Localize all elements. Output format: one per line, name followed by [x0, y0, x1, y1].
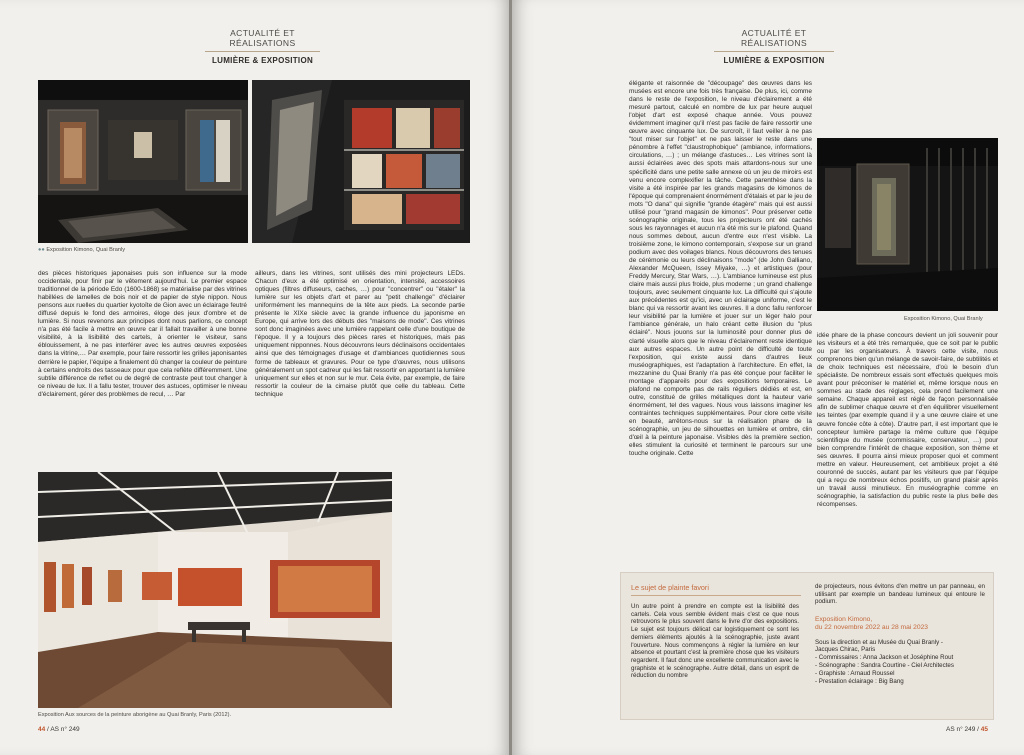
header-rule	[205, 51, 320, 52]
left-page	[0, 0, 510, 755]
rubric: ACTUALITÉ ET RÉALISATIONS	[740, 28, 808, 48]
expo-title-line-2: du 22 novembre 2022 au 28 mai 2023	[815, 624, 929, 632]
folio-right: AS n° 249 / 45	[945, 726, 988, 733]
folio-left: 44 / AS n° 249	[38, 726, 80, 733]
right-page	[512, 0, 1024, 755]
credit-line: - Graphiste : Arnaud Roussel	[815, 670, 895, 678]
sidebar-box	[620, 572, 994, 720]
photo-caption-bottom: Exposition Aux sources de la peinture aborigène au Quai Branly, Paris (2012).	[38, 712, 231, 718]
section-title: LUMIÈRE & EXPOSITION	[211, 56, 314, 65]
section-title: LUMIÈRE & EXPOSITION	[723, 56, 825, 65]
header-rule	[714, 51, 834, 52]
photo-aboriginal-gallery	[38, 472, 392, 708]
body-column-2: ailleurs, dans les vitrines, sont utilisés des mini projecteurs LEDs. Chacun d'eux a été optimisé en orientation, intensité, accessoires optiques (filtres diffuseurs, caches, …) pour "concentrer" ou "étaler" la lumière sur les objets d'art et parer au "petit challenge" d'éclairer uniformément les mannequins de la tête aux pieds. La seconde partie présente le XIXe siècle avec la grande influence du japonisme en Europe, qui arrive lors des débuts des "maisons de mode". Ces vitrines sont donc imaginées avec une lumière rappelant celle d'une boutique de l'époque. Il y a toujours des pièces rares et historiques, mais pas uniquement nipponnes. Nous découvrons leurs déclinaisons occidentales ainsi que des témoignages d'usage et d'ambiances quotidiennes sous forme de tableaux et gravures. Pour ce type d'œuvres, nous utilisons généralement un spot cadreur qui les fait ressortir en apportant la lumière uniquement sur elles et non sur le mur. Cela évite, par exemple, de faire ressortir la couleur de la cimaise plutôt que celle du tableau. Cette technique	[255, 270, 465, 398]
box-column-2: de projecteurs, nous évitons d'en mettre un par panneau, en utilisant par exemple un bandeau lumineux qui entoure le podium. Exposition Kimono, du 22 novembre 2022 au 28 mai 2023 Sous la direction et au Musée du Quai Branly - Jacques Chirac, Paris - Commissaires : Anna Jackson et Joséphine Rout - Scénographe : Sandra Courtine - Ciel Architectes - Graphiste : Arnaud Roussel - Prestation éclairage : Big Bang	[815, 583, 985, 686]
rubric: ACTUALITÉ ET RÉALISATIONS	[229, 28, 296, 48]
expo-title-line-1: Exposition Kimono,	[815, 616, 873, 624]
photo-kimono-shelves	[252, 80, 470, 243]
page-header	[714, 28, 834, 65]
box-column-1: Un autre point à prendre en compte est la lisibilité des cartels. Cela vous semble évident mais c'est ce que nous retrouvons le plus souvent dans le livre d'or des expositions. Le sujet est toujours délicat car logistiquement ce sont les derniers éléments ajoutés à la scénographie, juste avant l'ouverture. Nous commençons à régler la lumière en leur absence et pourtant c'est la première chose que les visiteurs regardent. Il faut donc une excellente communication avec le graphiste et le scénographe. Autre détail, dans un esprit de réduction du nombre	[631, 603, 799, 680]
body-column-1: des pièces historiques japonaises puis son influence sur la mode occidentale, pour finir par le vêtement aujourd'hui. Le premier espace traditionnel de la période Edo (1600-1868) se matérialise par des vitrines habillées de lamelles de bois noir et de papier de style nippon. Nous pensons aux ruelles du quartier kyotoïte de Gion avec un éclairage feutré diffusé depuis le fond des armoires, éloge des jeux d'ombre et de lumière. Si nous revenons aux principes dont nous parlions, ce concept n'a pas été facile à mettre en œuvre car il fallait travailler à une bonne visibilité, à la lisibilité des cartels, à orienter le visiteur, sans éblouissement, à ne pas interférer avec les autres œuvres exposées dans la vitrine,… Par exemple, pour faire ressortir les grilles japonisantes derrière le papier, l'équipe a finalement dû changer la couleur de peinture à certains endroits des tasseaux pour que cela reflète différemment. Une subtile différence de reflet ou de degré de contraste peut tout changer à ce niveau de lux. Il a fallu tester, trouver des astuces, optimiser le niveau d'éclairement, gérer des problèmes de recul, … Par	[38, 270, 247, 398]
body-column-2: idée phare de la phase concours devient un joli souvenir pour les visiteurs et a été très remarquée, que ce soit par le public ou par les organisateurs. À travers cette visite, nous comprenons bien qu'un mélange de savoir-faire, de subtilités et de choix techniques est nécessaire, d'où le besoin d'un spécialiste. De nombreux essais sont effectués quelques mois avant pour préconiser le matériel et, même lorsque nous en sommes au stade des réglages, cela prend facilement une semaine. Chaque appareil est réglé de façon personnalisée afin de sublimer chaque œuvre et d'en équilibrer visuellement les teintes (par exemple quand il y a une œuvre claire et une œuvre foncée côte à côte). D'autre part, il est important que le concepteur lumière partage la même culture que l'équipe scientifique du musée (commissaire, conservateur, …) pour bien comprendre l'intérêt de chaque exposition, son thème et ses œuvres. Il pourra ainsi mieux proposer quoi et comment mettre en valeur. Heureusement, cet ambitieux projet a été couronné de succès, autant par les visiteurs que par l'équipe qui a reçu de nombreux échos positifs, un grand plaisir après un travail aussi minutieux. En muséographie comme en scénographie, la satisfaction du public reste la plus belle des récompenses.	[817, 332, 998, 508]
box-title: Le sujet de plainte favori	[631, 583, 709, 592]
credit-line: - Prestation éclairage : Big Bang	[815, 678, 904, 686]
box-rule	[631, 595, 801, 596]
photo-caption-top: ●● Exposition Kimono, Quai Branly	[38, 247, 125, 253]
credit-line: Jacques Chirac, Paris	[815, 646, 876, 654]
credit-line: - Commissaires : Anna Jackson et Joséphine Rout	[815, 654, 954, 662]
photo-kimono-gallery	[38, 80, 248, 243]
page-header	[205, 28, 320, 65]
body-column-1: élégante et raisonnée de "découpage" des œuvres dans les musées est encore une fois très française. De plus, ici, comme dans le reste de l'exposition, le niveau d'éclairement a été mesuré partout, calculé en nombre de lux par heure auquel l'objet d'art est exposé chaque année. Vous pouvez évidemment imaginer qu'il n'est pas facile de faire ressortir une œuvre avec cinquante lux. De surcroît, il faut veiller à ne pas "tout miser sur l'objet" et ne pas laisser le reste dans une pénombre à l'effet "claustrophobique" (ambiance, informations, circulations, …) ; un mélange d'astuces… Les vitrines sont là aussi éclairées avec des spots mais attardons-nous sur une spécificité dans une petite salle annexe où un jeu de miroirs est venu encore complexifier la tâche. Cette parenthèse dans la visite a été inspirée par les grands magasins de kimonos de l'époque qui comprenaient énormément d'étalais et par le jeu de mots "O dana" qui signifie "grande étagère" mais qui est aussi utilisé pour "grand magasin de kimonos". Pour préserver cette scénographie originale, tous les projecteurs ont été cachés sous les rayonnages et aucun n'a été mis sur le plafond. Quand nous sommes debout, aucun d'entre eux n'est visible. La troisième zone, le kimono contemporain, s'expose sur un grand podium avec des voilages blancs. Nous découvrons des tenues de cérémonie ou leurs déclinaisons "mode" (de John Galliano, Alexander McQueen, Issey Miyake, …) et artistiques (pour Freddy Mercury, Star Wars, …). L'ambiance lumineuse est plus claire mais aussi plus froide, plus moderne ; un grand challenge toujours, avec seulement cinquante lux. La difficulté qui s'ajoute aux précédentes est qu'ici, avec un éclairage uniforme, c'est le blanc qui va ressortir avant les œuvres. Il a donc fallu renforcer leur visibilité par la lumière et jouer sur un léger halo pour l'ambiance générale, un halo créant cette illusion du "plus éclairé". Nous jouons sur la luminosité pour donner plus de clarté visuelle alors que le niveau d'éclairement reste identique aux autres espaces. Un autre point de difficulté de toute l'exposition, qui existe aussi dans d'autres lieux muséographiques, est l'adaptation à l'architecture. En effet, la mezzanine du Quai Branly n'a pas été conçue pour faciliter le montage d'appareils pour des expositions temporaires. Le plafond ne comporte pas de rails réguliers dédiés et est, en outre, constitué de grilles métalliques dont la hauteur varie énormément, tel des vagues. Nous vous laissons imaginer les contraintes techniques supplémentaires. Pour clore cette visite en beauté, arrêtons-nous sur la réalisation phare de la scénographie, un jeu de silhouettes en lumière et ombre, clin d'œil à la peinture japonaise. Visibles dès la première section, elles stimulent la curiosité et terminent le parcours sur une touche originale. Cette	[629, 80, 812, 458]
photo-kimono-silhouettes	[817, 138, 998, 311]
credit-line: - Scénographe : Sandra Courtine - Ciel Architectes	[815, 662, 954, 670]
credit-line: Sous la direction et au Musée du Quai Branly -	[815, 638, 943, 646]
photo-caption: Exposition Kimono, Quai Branly	[904, 316, 983, 322]
